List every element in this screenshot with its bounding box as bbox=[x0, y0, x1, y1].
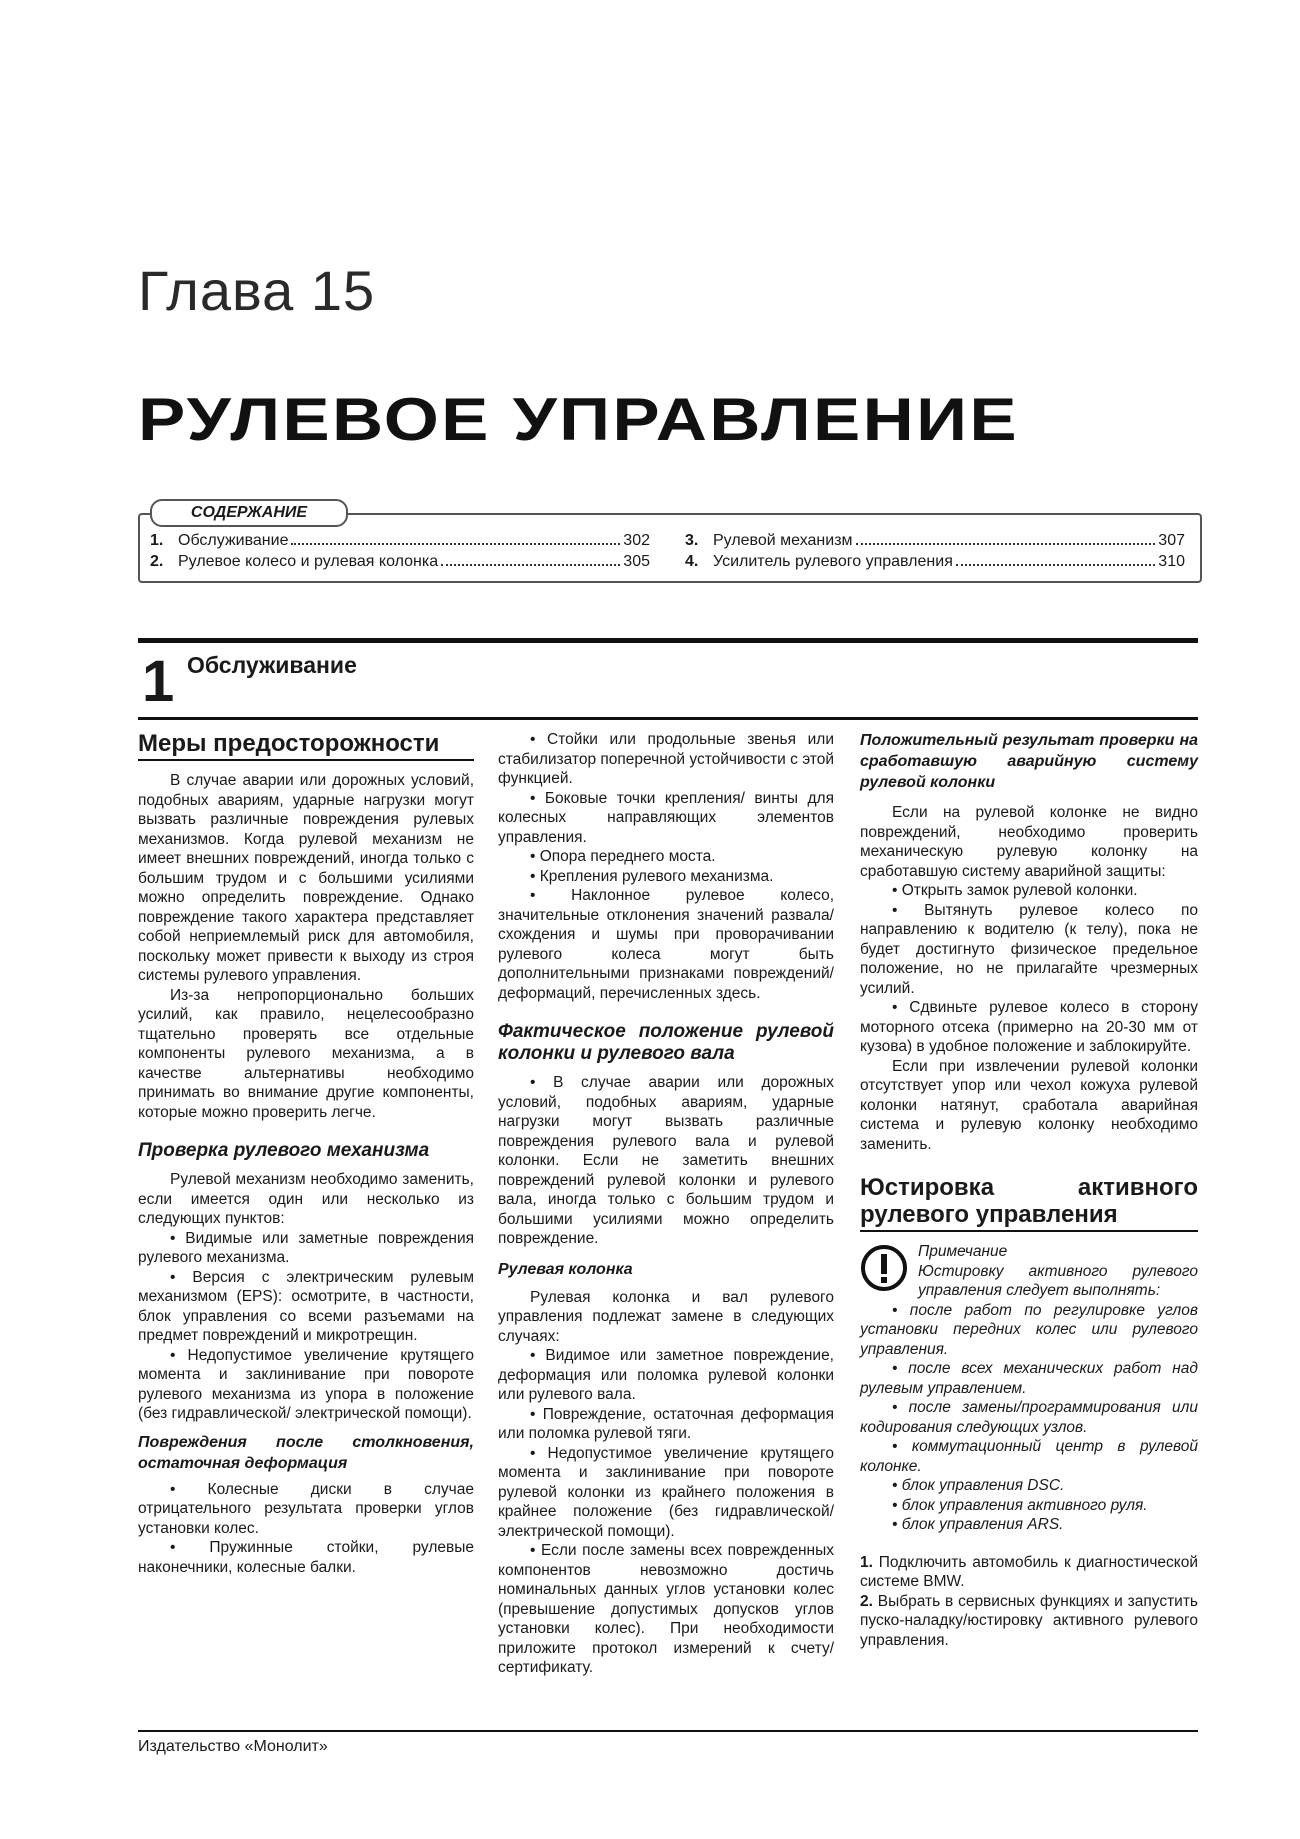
note-list-item: • блок управления активного руля. bbox=[892, 1496, 1148, 1514]
heading-actual-position: Фактическое положение рулевой колонки и рулевого вала bbox=[498, 1021, 834, 1064]
toc-item[interactable] bbox=[685, 532, 1185, 550]
step-number: 1. bbox=[860, 1553, 873, 1571]
list-item: • Наклонное рулевое колесо, значительные отклонения значений развала/ схождения и шумы при проворачивании рулевого колеса могут быть дополнительными признаками повреждений/ деформаций, перечисленных здесь. bbox=[498, 887, 834, 1002]
list-item: • Пружинные стойки, рулевые наконечники, колесные балки. bbox=[138, 1539, 474, 1576]
warning-icon bbox=[860, 1244, 908, 1292]
note-list-item: • после работ по регулировке углов установки передних колес или рулевого управления. bbox=[860, 1301, 1198, 1358]
paragraph: Если при извлечении рулевой колонки отсутствует упор или чехол кожуха рулевой колонки натянут, сработала аварийная система и рулевую колонку необходимо заменить. bbox=[860, 1057, 1198, 1153]
toc-item-page: 305 bbox=[623, 553, 650, 570]
note-list-item: • после всех механических работ над рулевым управлением. bbox=[860, 1360, 1198, 1397]
column-1 bbox=[138, 730, 474, 1577]
toc-item-label: Обслуживание bbox=[178, 532, 289, 549]
toc-item[interactable] bbox=[685, 553, 1185, 571]
toc-item-label: Усилитель рулевого управления bbox=[713, 553, 953, 570]
heading-precautions: Меры предосторожности bbox=[138, 730, 474, 761]
chapter-label: Глава 15 bbox=[138, 259, 376, 322]
note-list-item: • после замены/программирования или кодирования следующих узлов. bbox=[860, 1399, 1198, 1436]
heading-positive-check: Положительный результат проверки на сработавшую аварийную систему рулевой колонки bbox=[860, 732, 1198, 791]
heading-active-steering-adjust: Юстировка активного рулевого управления bbox=[860, 1174, 1198, 1232]
list-item: • Сдвиньте рулевое колесо в сторону моторного отсека (примерно на 20-30 мм от кузова) в удобное положение и заблокируйте. bbox=[860, 999, 1198, 1055]
footer-publisher: Издательство «Монолит» bbox=[138, 1738, 328, 1755]
paragraph: Из-за непропорционально больших усилий, как правило, нецелесообразно тщательно проверять все отдельные компоненты рулевого механизма, а в качестве альтернативы необходимо принимать во внимание другие компоненты, которые можно проверить легче. bbox=[138, 986, 474, 1121]
list-item: • В случае аварии или дорожных условий, подобных авариям, ударные нагрузки могут вызвать различные повреждения рулевого вала и рулевой колонки. Если не заметить внешних повреждений рулевой колонки и рулевого вала, иногда только с большим трудом и большими усилиями можно определить повреждение. bbox=[498, 1074, 834, 1247]
step-text: Выбрать в сервисных функциях и запустить пуско-наладку/юстировку активного рулевого управления. bbox=[860, 1592, 1198, 1649]
paragraph: Рулевая колонка и вал рулевого управления подлежат замене в следующих случаях: bbox=[498, 1288, 834, 1345]
list-item: • Опора переднего моста. bbox=[530, 848, 716, 865]
column-2 bbox=[498, 730, 834, 1678]
step-number: 2. bbox=[860, 1592, 873, 1610]
list-item: • Повреждение, остаточная деформация или поломка рулевой тяги. bbox=[498, 1405, 834, 1442]
list-item: • Версия с электрическим рулевым механизмом (EPS): осмотрите, в частности, блок управления со всеми разъемами на предмет повреждений и микротрещин. bbox=[138, 1268, 474, 1344]
chapter-title: РУЛЕВОЕ УПРАВЛЕНИЕ bbox=[138, 386, 1019, 453]
footer-rule bbox=[138, 1730, 1198, 1732]
list-item: • Колесные диски в случае отрицательного результата проверки углов установки колес. bbox=[138, 1480, 474, 1537]
list-item: • Видимое или заметное повреждение, деформация или поломка рулевой колонки или рулевого вала. bbox=[498, 1347, 834, 1403]
paragraph: Если на рулевой колонке не видно повреждений, необходимо проверить механическую рулевую колонку на сработавшую систему аварийной защиты: bbox=[860, 804, 1198, 880]
list-item: • Вытянуть рулевое колесо по направлению к водителю (к телу), пока не будет достигнуто физическое предельное положение, но не прилагайте чрезмерных усилий. bbox=[860, 901, 1198, 997]
paragraph: Рулевой механизм необходимо заменить, если имеется один или несколько из следующих пунктов: bbox=[138, 1171, 474, 1227]
heading-check-mechanism: Проверка рулевого механизма bbox=[138, 1140, 430, 1161]
list-item: • Недопустимое увеличение крутящего момента и заклинивание при повороте рулевого механизма из упора в положение (без гидравлической/ электрической помощи). bbox=[138, 1346, 474, 1422]
toc-title: СОДЕРЖАНИЕ bbox=[150, 499, 348, 527]
section-rule-bottom bbox=[138, 717, 1198, 720]
note-text: Юстировку активного рулевого управления следует выполнять: bbox=[918, 1262, 1198, 1299]
toc-leader bbox=[441, 564, 620, 566]
step-text: Подключить автомобиль к диагностической системе BMW. bbox=[860, 1553, 1198, 1590]
step-item bbox=[860, 1553, 1198, 1592]
list-item: • Боковые точки крепления/ винты для колесных направляющих элементов управления. bbox=[498, 789, 834, 846]
toc-item-num: 1. bbox=[150, 532, 164, 549]
list-item: • Крепления рулевого механизма. bbox=[530, 867, 774, 885]
toc-leader bbox=[856, 543, 1156, 545]
toc-leader bbox=[291, 543, 620, 545]
note-title: Примечание bbox=[918, 1243, 1008, 1260]
list-item: • Стойки или продольные звенья или стабилизатор поперечной устойчивости с этой функцией. bbox=[498, 731, 834, 787]
toc-leader bbox=[956, 564, 1155, 566]
list-item: • Видимые или заметные повреждения рулевого механизма. bbox=[138, 1229, 474, 1266]
toc-item[interactable] bbox=[150, 532, 650, 550]
section-number: 1 bbox=[142, 649, 175, 714]
toc-item-page: 310 bbox=[1158, 553, 1185, 570]
note-list-item: • блок управления ARS. bbox=[892, 1516, 1064, 1533]
toc-item-num: 3. bbox=[685, 532, 699, 549]
note-list-item: • блок управления DSC. bbox=[892, 1477, 1065, 1494]
step-item bbox=[860, 1592, 1198, 1651]
note-block bbox=[860, 1242, 1198, 1535]
toc-item-page: 307 bbox=[1158, 532, 1185, 549]
toc-item-page: 302 bbox=[623, 532, 650, 549]
toc-item-num: 2. bbox=[150, 553, 164, 570]
list-item: • Недопустимое увеличение крутящего момента и заклинивание при повороте рулевой колонки из крайнего положения в крайнее положение (без гидравлической/ электрической помощи). bbox=[498, 1444, 834, 1540]
list-item: • Если после замены всех поврежденных компонентов невозможно достичь номинальных данных углов установки колес (превышение допустимых допусков углов установки колес). При необходимости приложите протокол измерений к счету/ сертификату. bbox=[498, 1542, 834, 1676]
section-title: Обслуживание bbox=[187, 652, 357, 678]
column-3 bbox=[860, 730, 1198, 1650]
paragraph: В случае аварии или дорожных условий, подобных авариям, ударные нагрузки могут вызвать различные повреждения рулевых механизмов. Когда рулевой механизм не имеет внешних повреждений, иногда только с большим трудом и с большими усилиями можно определить повреждение. Однако повреждение такого характера представляет собой неприемлемый риск для автомобиля, поскольку может привести к выходу из строя системы рулевого управления. bbox=[138, 772, 474, 984]
toc-item-label: Рулевое колесо и рулевая колонка bbox=[178, 553, 439, 570]
section-rule-top bbox=[138, 638, 1198, 643]
note-list-item: • коммутационный центр в рулевой колонке. bbox=[860, 1438, 1198, 1475]
toc-item[interactable] bbox=[150, 553, 650, 571]
toc-item-num: 4. bbox=[685, 553, 699, 570]
list-item: • Открыть замок рулевой колонки. bbox=[892, 882, 1138, 899]
heading-collision-damage: Повреждения после столкновения, остаточная деформация bbox=[138, 1433, 474, 1472]
toc-item-label: Рулевой механизм bbox=[713, 532, 853, 549]
heading-steering-column: Рулевая колонка bbox=[498, 1260, 633, 1278]
